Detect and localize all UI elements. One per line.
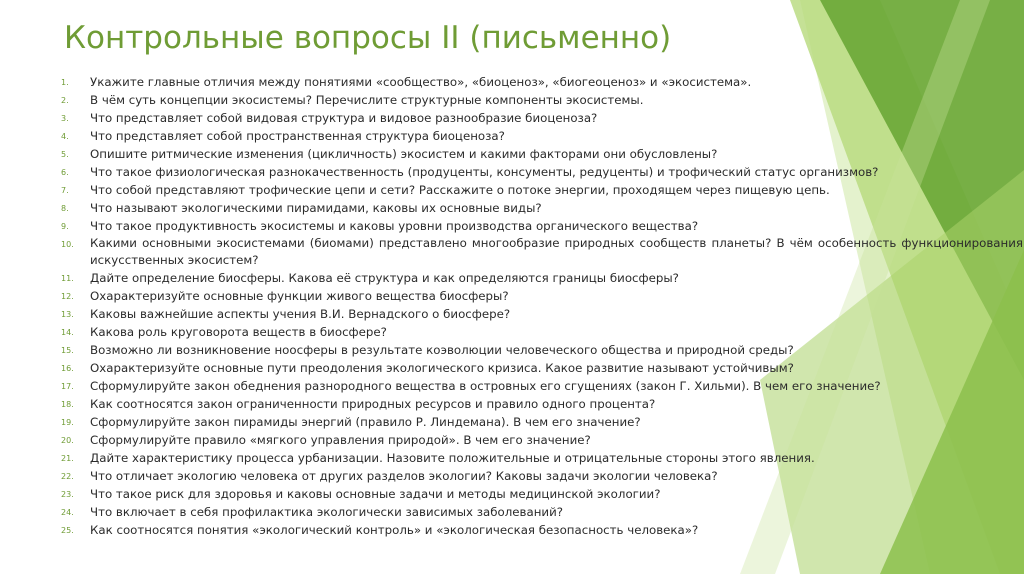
question-text: Опишите ритмические изменения (цикличность) экосистем и какими факторами они обусловлены? (90, 147, 718, 161)
question-item (61, 467, 1023, 485)
question-number: 16. (61, 364, 74, 373)
question-text: Дайте определение биосферы. Какова её структура и как определяются границы биосферы? (90, 271, 679, 285)
question-item (61, 73, 1023, 91)
question-text: Что включает в себя профилактика экологически зависимых заболеваний? (90, 505, 564, 519)
question-text: Укажите главные отличия между понятиями «сообщество», «биоценоз», «биогеоценоз» и «экосистема». (90, 75, 752, 89)
question-text: Как соотносятся понятия «экологический контроль» и «экологическая безопасность человека»? (90, 523, 699, 537)
question-number: 7. (61, 186, 69, 195)
question-item (61, 127, 1023, 145)
question-item (61, 413, 1023, 431)
question-number: 2. (61, 96, 69, 105)
question-text: Что собой представляют трофические цепи и сети? Расскажите о потоке энергии, проходящем через пищевую цепь. (90, 183, 830, 197)
question-number: 5. (61, 150, 69, 159)
question-text: Охарактеризуйте основные функции живого вещества биосферы? (90, 289, 509, 303)
question-text: Что такое продуктивность экосистемы и каковы уровни производства органического вещества? (90, 219, 699, 233)
question-item (61, 269, 1023, 287)
question-item (61, 395, 1023, 413)
question-text: Каковы важнейшие аспекты учения В.И. Вернадского о биосфере? (90, 307, 511, 321)
question-item (61, 431, 1023, 449)
question-number: 11. (61, 274, 74, 283)
question-text: Что называют экологическими пирамидами, каковы их основные виды? (90, 201, 542, 215)
question-text: Что такое физиологическая разнокачественность (продуценты, консументы, редуценты) и трофический статус организмов? (90, 165, 879, 179)
question-text: Что представляет собой видовая структура и видовое разнообразие биоценоза? (90, 111, 598, 125)
question-number: 17. (61, 382, 74, 391)
question-item (61, 521, 1023, 539)
question-number: 19. (61, 418, 74, 427)
question-number: 13. (61, 310, 74, 319)
question-text: Возможно ли возникновение ноосферы в результате коэволюции человеческого общества и природной среды? (90, 343, 794, 357)
question-number: 21. (61, 454, 74, 463)
question-number: 4. (61, 132, 69, 141)
question-number: 18. (61, 400, 74, 409)
question-number: 6. (61, 168, 69, 177)
question-item (61, 145, 1023, 163)
question-item (61, 235, 1023, 269)
question-item (61, 163, 1023, 181)
question-item (61, 503, 1023, 521)
question-number: 15. (61, 346, 74, 355)
questions-list (61, 73, 1023, 539)
question-item (61, 485, 1023, 503)
question-number: 1. (61, 78, 69, 87)
question-number: 22. (61, 472, 74, 481)
question-text: Дайте характеристику процесса урбанизации. Назовите положительные и отрицательные стороны этого явления. (90, 451, 815, 465)
question-item (61, 359, 1023, 377)
slide-title: Контрольные вопросы II (письменно) (64, 20, 672, 56)
question-text: Охарактеризуйте основные пути преодоления экологического кризиса. Какое развитие называют устойчивым? (90, 361, 794, 375)
question-text: Сформулируйте закон обеднения разнородного вещества в островных его сгущениях (закон Г. Хильми). В чем его значение? (90, 379, 881, 393)
question-text: Сформулируйте закон пирамиды энергий (правило Р. Линдемана). В чем его значение? (90, 415, 641, 429)
question-text: Что такое риск для здоровья и каковы основные задачи и методы медицинской экологии? (90, 487, 661, 501)
question-number: 8. (61, 204, 69, 213)
question-item (61, 377, 1023, 395)
question-text: Что представляет собой пространственная структура биоценоза? (90, 129, 505, 143)
question-text: Сформулируйте правило «мягкого управления природой». В чем его значение? (90, 433, 591, 447)
question-item (61, 287, 1023, 305)
question-number: 3. (61, 114, 69, 123)
question-text: Какими основными экосистемами (биомами) представлено многообразие природных сообществ планеты? В чём особенность функционирования искусственных экосистем? (90, 236, 1023, 267)
question-number: 20. (61, 436, 74, 445)
question-item (61, 305, 1023, 323)
question-number: 24. (61, 508, 74, 517)
question-number: 9. (61, 222, 69, 231)
question-number: 12. (61, 292, 74, 301)
question-text: Что отличает экологию человека от других разделов экологии? Каковы задачи экологии человека? (90, 469, 718, 483)
question-number: 14. (61, 328, 74, 337)
question-item (61, 341, 1023, 359)
question-text: Какова роль круговорота веществ в биосфере? (90, 325, 387, 339)
question-text: В чём суть концепции экосистемы? Перечислите структурные компоненты экосистемы. (90, 93, 644, 107)
question-number: 25. (61, 526, 74, 535)
question-number: 23. (61, 490, 74, 499)
question-item (61, 217, 1023, 235)
question-item (61, 91, 1023, 109)
question-item (61, 323, 1023, 341)
question-item (61, 449, 1023, 467)
question-text: Как соотносятся закон ограниченности природных ресурсов и правило одного процента? (90, 397, 656, 411)
question-number: 10. (61, 240, 74, 249)
question-item (61, 199, 1023, 217)
question-item (61, 181, 1023, 199)
question-item (61, 109, 1023, 127)
